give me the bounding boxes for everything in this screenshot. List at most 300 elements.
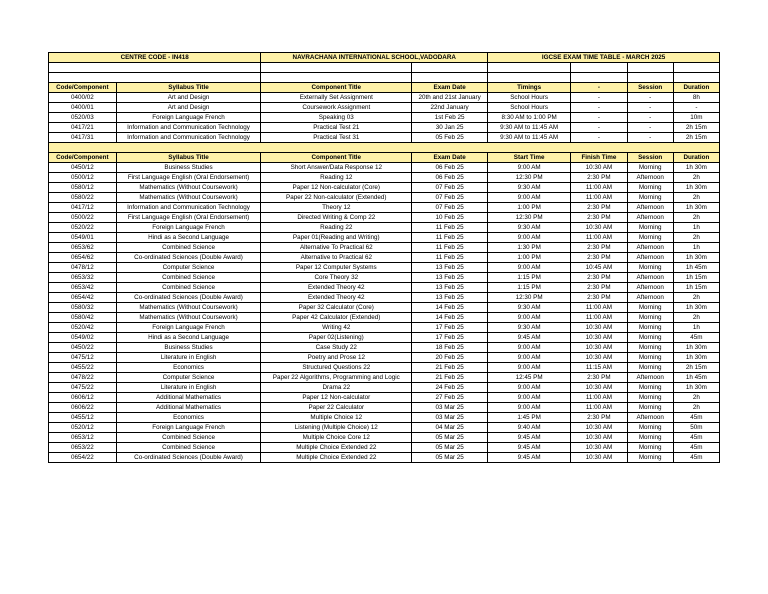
cell-duration: 2h 15m bbox=[673, 133, 719, 143]
cell-exam-date: 21 Feb 25 bbox=[412, 363, 488, 373]
table-row bbox=[49, 233, 720, 243]
cell-session: Morning bbox=[627, 383, 673, 393]
cell-finish-time: 10:30 AM bbox=[571, 333, 627, 343]
cell-code: 0580/22 bbox=[49, 193, 117, 203]
centre-code: CENTRE CODE - IN418 bbox=[49, 53, 261, 63]
cell-code: 0580/42 bbox=[49, 313, 117, 323]
cell-syllabus-title: Combined Science bbox=[116, 273, 261, 283]
cell-code: 0475/12 bbox=[49, 353, 117, 363]
cell-finish-time: 11:00 AM bbox=[571, 393, 627, 403]
cell-exam-date: 20th and 21st January bbox=[412, 93, 488, 103]
cell-syllabus-title: Foreign Language French bbox=[116, 323, 261, 333]
cell-start-time: 1:00 PM bbox=[488, 203, 571, 213]
cell-start-time: 9:00 AM bbox=[488, 383, 571, 393]
cell-component-title: Alternative To Practical 62 bbox=[261, 243, 412, 253]
cell-syllabus-title: Mathematics (Without Coursework) bbox=[116, 183, 261, 193]
column-header-syllabus-title: Syllabus Title bbox=[116, 153, 261, 163]
cell-session: Afternoon bbox=[627, 283, 673, 293]
school-name: NAVRACHANA INTERNATIONAL SCHOOL,VADODARA bbox=[261, 53, 488, 63]
cell-exam-date: 24 Feb 25 bbox=[412, 383, 488, 393]
cell-syllabus-title: Additional Mathematics bbox=[116, 393, 261, 403]
cell-session: - bbox=[627, 113, 673, 123]
cell-finish-time: - bbox=[571, 133, 627, 143]
cell-syllabus-title: Foreign Language French bbox=[116, 223, 261, 233]
cell-duration: - bbox=[673, 103, 719, 113]
cell-component-title: Paper 12 Non-calculator bbox=[261, 393, 412, 403]
cell-finish-time: 10:30 AM bbox=[571, 353, 627, 363]
cell-component-title: Paper 01(Reading and Writing) bbox=[261, 233, 412, 243]
cell-component-title: Paper 42 Calculator (Extended) bbox=[261, 313, 412, 323]
cell-exam-date: 03 Mar 25 bbox=[412, 413, 488, 423]
table-row bbox=[49, 213, 720, 223]
cell-duration: 45m bbox=[673, 453, 719, 463]
cell-session: Morning bbox=[627, 343, 673, 353]
cell-exam-date: 05 Mar 25 bbox=[412, 443, 488, 453]
table-row bbox=[49, 263, 720, 273]
cell-code: 0653/12 bbox=[49, 433, 117, 443]
table-row bbox=[49, 103, 720, 113]
cell-session: - bbox=[627, 123, 673, 133]
cell-exam-date: 17 Feb 25 bbox=[412, 333, 488, 343]
table-row bbox=[49, 363, 720, 373]
cell-exam-date: 13 Feb 25 bbox=[412, 283, 488, 293]
cell-code: 0606/12 bbox=[49, 393, 117, 403]
cell-code: 0400/02 bbox=[49, 93, 117, 103]
cell-duration: 1h bbox=[673, 223, 719, 233]
cell-exam-date: 11 Feb 25 bbox=[412, 253, 488, 263]
cell-finish-time: 10:30 AM bbox=[571, 433, 627, 443]
cell-exam-date: 11 Feb 25 bbox=[412, 233, 488, 243]
column-header-exam-date: Exam Date bbox=[412, 83, 488, 93]
cell-exam-date: 11 Feb 25 bbox=[412, 243, 488, 253]
cell-finish-time: 11:00 AM bbox=[571, 193, 627, 203]
table-row bbox=[49, 113, 720, 123]
cell-syllabus-title: First Language English (Oral Endorsement) bbox=[116, 213, 261, 223]
table-row bbox=[49, 203, 720, 213]
table-row bbox=[49, 243, 720, 253]
cell-session: Afternoon bbox=[627, 413, 673, 423]
cell-session: Morning bbox=[627, 393, 673, 403]
cell-code: 0606/22 bbox=[49, 403, 117, 413]
cell-finish-time: 10:45 AM bbox=[571, 263, 627, 273]
cell-session: Afternoon bbox=[627, 203, 673, 213]
cell-component-title: Extended Theory 42 bbox=[261, 293, 412, 303]
table-row bbox=[49, 163, 720, 173]
cell-finish-time: 2:30 PM bbox=[571, 253, 627, 263]
cell-session: Morning bbox=[627, 193, 673, 203]
cell-duration: 1h 15m bbox=[673, 273, 719, 283]
table-row bbox=[49, 253, 720, 263]
cell-component-title: Reading 12 bbox=[261, 173, 412, 183]
table-row bbox=[49, 273, 720, 283]
cell-duration: 10m bbox=[673, 113, 719, 123]
cell-session: - bbox=[627, 103, 673, 113]
cell-start-time: 9:00 AM bbox=[488, 363, 571, 373]
cell-syllabus-title: Additional Mathematics bbox=[116, 403, 261, 413]
cell-syllabus-title: Co-ordinated Sciences (Double Award) bbox=[116, 293, 261, 303]
column-header-syllabus-title: Syllabus Title bbox=[116, 83, 261, 93]
cell-code: 0500/12 bbox=[49, 173, 117, 183]
table-row bbox=[49, 133, 720, 143]
cell-start-time: 1:45 PM bbox=[488, 413, 571, 423]
cell-syllabus-title: Business Studies bbox=[116, 343, 261, 353]
cell-code: 0654/22 bbox=[49, 453, 117, 463]
cell-component-title: Practical Test 31 bbox=[261, 133, 412, 143]
cell-start-time: 9:00 AM bbox=[488, 233, 571, 243]
cell-syllabus-title: Mathematics (Without Coursework) bbox=[116, 193, 261, 203]
table-row bbox=[49, 173, 720, 183]
table2-header-row bbox=[49, 153, 720, 163]
cell-finish-time: - bbox=[571, 123, 627, 133]
cell-start-time: 12:45 PM bbox=[488, 373, 571, 383]
cell-session: Afternoon bbox=[627, 373, 673, 383]
table-row bbox=[49, 303, 720, 313]
cell-component-title: Case Study 22 bbox=[261, 343, 412, 353]
cell-session: Afternoon bbox=[627, 273, 673, 283]
cell-exam-date: 07 Feb 25 bbox=[412, 193, 488, 203]
table-row bbox=[49, 383, 720, 393]
cell-finish-time: 10:30 AM bbox=[571, 323, 627, 333]
cell-session: Afternoon bbox=[627, 213, 673, 223]
cell-session: Morning bbox=[627, 353, 673, 363]
table-row bbox=[49, 93, 720, 103]
cell-syllabus-title: Combined Science bbox=[116, 443, 261, 453]
table-row bbox=[49, 223, 720, 233]
cell-exam-date: 10 Feb 25 bbox=[412, 213, 488, 223]
cell-code: 0500/22 bbox=[49, 213, 117, 223]
cell-component-title: Paper 22 Calculator bbox=[261, 403, 412, 413]
cell-finish-time: 2:30 PM bbox=[571, 413, 627, 423]
table-row bbox=[49, 443, 720, 453]
cell-component-title: Paper 12 Computer Systems bbox=[261, 263, 412, 273]
cell-component-title: Writing 42 bbox=[261, 323, 412, 333]
cell-code: 0417/12 bbox=[49, 203, 117, 213]
cell-session: Morning bbox=[627, 333, 673, 343]
cell-duration: 1h 30m bbox=[673, 183, 719, 193]
blank-row bbox=[49, 73, 720, 83]
cell-component-title: Practical Test 21 bbox=[261, 123, 412, 133]
column-header-session: Session bbox=[627, 153, 673, 163]
cell-syllabus-title: Mathematics (Without Coursework) bbox=[116, 313, 261, 323]
cell-finish-time: 11:00 AM bbox=[571, 403, 627, 413]
cell-component-title: Extended Theory 42 bbox=[261, 283, 412, 293]
gap-cell bbox=[49, 143, 720, 153]
cell-start-time: 12:30 PM bbox=[488, 173, 571, 183]
cell-finish-time: 11:00 AM bbox=[571, 233, 627, 243]
cell-start-time: 9:45 AM bbox=[488, 433, 571, 443]
cell-syllabus-title: Computer Science bbox=[116, 263, 261, 273]
cell-code: 0450/22 bbox=[49, 343, 117, 353]
cell-exam-date: 22nd January bbox=[412, 103, 488, 113]
cell-start-time: 12:30 PM bbox=[488, 213, 571, 223]
cell-finish-time: 10:30 AM bbox=[571, 453, 627, 463]
cell-finish-time: 11:00 AM bbox=[571, 313, 627, 323]
cell-duration: 1h bbox=[673, 243, 719, 253]
cell-code: 0455/12 bbox=[49, 413, 117, 423]
cell-code: 0654/42 bbox=[49, 293, 117, 303]
cell-exam-date: 05 Feb 25 bbox=[412, 133, 488, 143]
cell-duration: 1h 30m bbox=[673, 203, 719, 213]
cell-syllabus-title: Economics bbox=[116, 363, 261, 373]
cell-code: 0653/32 bbox=[49, 273, 117, 283]
exam-title: IGCSE EXAM TIME TABLE - MARCH 2025 bbox=[488, 53, 720, 63]
cell-component-title: Drama 22 bbox=[261, 383, 412, 393]
cell-component-title: Paper 22 Algorithms, Programming and Logic bbox=[261, 373, 412, 383]
cell-exam-date: 11 Feb 25 bbox=[412, 223, 488, 233]
cell-code: 0455/22 bbox=[49, 363, 117, 373]
cell-code: 0520/12 bbox=[49, 423, 117, 433]
cell-finish-time: 10:30 AM bbox=[571, 443, 627, 453]
cell-session: Morning bbox=[627, 443, 673, 453]
blank-row bbox=[49, 63, 720, 73]
cell-finish-time: 2:30 PM bbox=[571, 273, 627, 283]
cell-session: Morning bbox=[627, 323, 673, 333]
cell-syllabus-title: Information and Communication Technology bbox=[116, 203, 261, 213]
cell-duration: 1h 15m bbox=[673, 283, 719, 293]
cell-duration: 1h 45m bbox=[673, 263, 719, 273]
cell-component-title: Paper 32 Calculator (Core) bbox=[261, 303, 412, 313]
cell-syllabus-title: First Language English (Oral Endorsement) bbox=[116, 173, 261, 183]
cell-duration: 2h bbox=[673, 213, 719, 223]
table-row bbox=[49, 393, 720, 403]
cell-start-time: 9:00 AM bbox=[488, 313, 571, 323]
cell-start-time: 9:00 AM bbox=[488, 193, 571, 203]
cell-session: Afternoon bbox=[627, 243, 673, 253]
cell-exam-date: 07 Feb 25 bbox=[412, 203, 488, 213]
cell-start-time: School Hours bbox=[488, 103, 571, 113]
table-row bbox=[49, 413, 720, 423]
cell-duration: 2h bbox=[673, 393, 719, 403]
cell-session: Morning bbox=[627, 303, 673, 313]
cell-session: Afternoon bbox=[627, 173, 673, 183]
column-header-finish-time: Finish Time bbox=[571, 153, 627, 163]
cell-component-title: Multiple Choice 12 bbox=[261, 413, 412, 423]
cell-code: 0653/22 bbox=[49, 443, 117, 453]
table-row bbox=[49, 313, 720, 323]
cell-duration: 2h 15m bbox=[673, 363, 719, 373]
cell-exam-date: 17 Feb 25 bbox=[412, 323, 488, 333]
cell-finish-time: 2:30 PM bbox=[571, 243, 627, 253]
cell-start-time: 9:00 AM bbox=[488, 163, 571, 173]
table-row bbox=[49, 343, 720, 353]
cell-component-title: Externally Set Assignment bbox=[261, 93, 412, 103]
cell-syllabus-title: Art and Design bbox=[116, 103, 261, 113]
cell-code: 0580/12 bbox=[49, 183, 117, 193]
cell-code: 0417/31 bbox=[49, 133, 117, 143]
cell-code: 0417/21 bbox=[49, 123, 117, 133]
cell-exam-date: 13 Feb 25 bbox=[412, 293, 488, 303]
cell-finish-time: 10:30 AM bbox=[571, 163, 627, 173]
cell-component-title: Multiple Choice Extended 22 bbox=[261, 443, 412, 453]
cell-start-time: 8:30 AM to 1:00 PM bbox=[488, 113, 571, 123]
cell-session: Morning bbox=[627, 233, 673, 243]
cell-duration: 45m bbox=[673, 413, 719, 423]
cell-component-title: Multiple Choice Extended 22 bbox=[261, 453, 412, 463]
cell-duration: 2h bbox=[673, 233, 719, 243]
cell-syllabus-title: Co-ordinated Sciences (Double Award) bbox=[116, 453, 261, 463]
cell-start-time: 9:45 AM bbox=[488, 443, 571, 453]
cell-component-title: Short Answer/Data Response 12 bbox=[261, 163, 412, 173]
cell-start-time: 1:00 PM bbox=[488, 253, 571, 263]
cell-exam-date: 21 Feb 25 bbox=[412, 373, 488, 383]
cell-duration: 1h 30m bbox=[673, 383, 719, 393]
cell-code: 0653/42 bbox=[49, 283, 117, 293]
table-row bbox=[49, 283, 720, 293]
cell-component-title: Theory 12 bbox=[261, 203, 412, 213]
cell-session: Morning bbox=[627, 263, 673, 273]
cell-start-time: 9:00 AM bbox=[488, 393, 571, 403]
cell-exam-date: 04 Mar 25 bbox=[412, 423, 488, 433]
cell-start-time: 1:15 PM bbox=[488, 273, 571, 283]
cell-session: Morning bbox=[627, 363, 673, 373]
title-row bbox=[49, 53, 720, 63]
cell-finish-time: - bbox=[571, 103, 627, 113]
cell-start-time: 9:00 AM bbox=[488, 403, 571, 413]
cell-session: Morning bbox=[627, 403, 673, 413]
cell-duration: 1h 30m bbox=[673, 343, 719, 353]
column-header-code: Code/Component bbox=[49, 83, 117, 93]
cell-syllabus-title: Co-ordinated Sciences (Double Award) bbox=[116, 253, 261, 263]
table-row bbox=[49, 353, 720, 363]
cell-syllabus-title: Hindi as a Second Language bbox=[116, 233, 261, 243]
cell-duration: 2h 15m bbox=[673, 123, 719, 133]
cell-finish-time: 11:00 AM bbox=[571, 303, 627, 313]
cell-exam-date: 20 Feb 25 bbox=[412, 353, 488, 363]
column-header-session: Session bbox=[627, 83, 673, 93]
cell-syllabus-title: Combined Science bbox=[116, 243, 261, 253]
cell-component-title: Listening (Multiple Choice) 12 bbox=[261, 423, 412, 433]
cell-component-title: Coursework Assignment bbox=[261, 103, 412, 113]
cell-start-time: 9:00 AM bbox=[488, 263, 571, 273]
cell-component-title: Paper 02(Listening) bbox=[261, 333, 412, 343]
table-row bbox=[49, 333, 720, 343]
cell-code: 0475/22 bbox=[49, 383, 117, 393]
cell-finish-time: 2:30 PM bbox=[571, 293, 627, 303]
cell-component-title: Core Theory 32 bbox=[261, 273, 412, 283]
cell-duration: 45m bbox=[673, 333, 719, 343]
table-row bbox=[49, 433, 720, 443]
cell-finish-time: - bbox=[571, 93, 627, 103]
cell-start-time: 9:00 AM bbox=[488, 353, 571, 363]
cell-start-time: 9:40 AM bbox=[488, 423, 571, 433]
cell-finish-time: 10:30 AM bbox=[571, 343, 627, 353]
cell-session: Afternoon bbox=[627, 253, 673, 263]
cell-finish-time: 2:30 PM bbox=[571, 203, 627, 213]
cell-session: Morning bbox=[627, 163, 673, 173]
cell-component-title: Alternative to Practical 62 bbox=[261, 253, 412, 263]
cell-code: 0549/02 bbox=[49, 333, 117, 343]
cell-session: - bbox=[627, 133, 673, 143]
cell-code: 0478/12 bbox=[49, 263, 117, 273]
cell-duration: 2h bbox=[673, 313, 719, 323]
cell-exam-date: 06 Feb 25 bbox=[412, 173, 488, 183]
column-header-component-title: Component Title bbox=[261, 153, 412, 163]
cell-exam-date: 07 Feb 25 bbox=[412, 183, 488, 193]
cell-duration: 45m bbox=[673, 443, 719, 453]
cell-syllabus-title: Combined Science bbox=[116, 433, 261, 443]
table-row bbox=[49, 373, 720, 383]
cell-start-time: 12:30 PM bbox=[488, 293, 571, 303]
cell-finish-time: 2:30 PM bbox=[571, 213, 627, 223]
cell-finish-time: 2:30 PM bbox=[571, 173, 627, 183]
cell-duration: 50m bbox=[673, 423, 719, 433]
cell-exam-date: 03 Mar 25 bbox=[412, 403, 488, 413]
column-header-start-time: Timings bbox=[488, 83, 571, 93]
cell-duration: 45m bbox=[673, 433, 719, 443]
column-header-finish-time: - bbox=[571, 83, 627, 93]
cell-syllabus-title: Information and Communication Technology bbox=[116, 123, 261, 133]
cell-session: Morning bbox=[627, 433, 673, 443]
cell-start-time: 9:30 AM bbox=[488, 183, 571, 193]
cell-exam-date: 14 Feb 25 bbox=[412, 303, 488, 313]
cell-code: 0400/01 bbox=[49, 103, 117, 113]
exam-timetable bbox=[48, 52, 720, 463]
cell-session: - bbox=[627, 93, 673, 103]
cell-syllabus-title: Hindi as a Second Language bbox=[116, 333, 261, 343]
cell-exam-date: 05 Mar 25 bbox=[412, 453, 488, 463]
table-row bbox=[49, 293, 720, 303]
cell-start-time: 9:30 AM bbox=[488, 223, 571, 233]
cell-finish-time: 2:30 PM bbox=[571, 373, 627, 383]
column-header-component-title: Component Title bbox=[261, 83, 412, 93]
column-header-duration: Duration bbox=[673, 153, 719, 163]
section-gap-row bbox=[49, 143, 720, 153]
cell-finish-time: 11:15 AM bbox=[571, 363, 627, 373]
cell-code: 0520/03 bbox=[49, 113, 117, 123]
cell-component-title: Poetry and Prose 12 bbox=[261, 353, 412, 363]
cell-exam-date: 06 Feb 25 bbox=[412, 163, 488, 173]
cell-component-title: Speaking 03 bbox=[261, 113, 412, 123]
cell-start-time: School Hours bbox=[488, 93, 571, 103]
cell-component-title: Directed Writing & Comp 22 bbox=[261, 213, 412, 223]
cell-duration: 1h 30m bbox=[673, 303, 719, 313]
cell-syllabus-title: Literature in English bbox=[116, 353, 261, 363]
cell-syllabus-title: Foreign Language French bbox=[116, 423, 261, 433]
cell-code: 0450/12 bbox=[49, 163, 117, 173]
cell-code: 0549/01 bbox=[49, 233, 117, 243]
cell-component-title: Structured Questions 22 bbox=[261, 363, 412, 373]
cell-component-title: Multiple Choice Core 12 bbox=[261, 433, 412, 443]
cell-syllabus-title: Business Studies bbox=[116, 163, 261, 173]
cell-syllabus-title: Computer Science bbox=[116, 373, 261, 383]
cell-syllabus-title: Information and Communication Technology bbox=[116, 133, 261, 143]
cell-start-time: 9:30 AM bbox=[488, 303, 571, 313]
cell-duration: 2h bbox=[673, 173, 719, 183]
cell-start-time: 1:30 PM bbox=[488, 243, 571, 253]
cell-session: Morning bbox=[627, 223, 673, 233]
cell-exam-date: 1st Feb 25 bbox=[412, 113, 488, 123]
cell-duration: 1h 30m bbox=[673, 253, 719, 263]
table-row bbox=[49, 123, 720, 133]
cell-duration: 2h bbox=[673, 193, 719, 203]
cell-exam-date: 30 Jan 25 bbox=[412, 123, 488, 133]
cell-code: 0478/22 bbox=[49, 373, 117, 383]
cell-duration: 2h bbox=[673, 403, 719, 413]
cell-session: Morning bbox=[627, 423, 673, 433]
cell-code: 0653/62 bbox=[49, 243, 117, 253]
cell-code: 0654/62 bbox=[49, 253, 117, 263]
cell-syllabus-title: Foreign Language French bbox=[116, 113, 261, 123]
cell-duration: 1h 30m bbox=[673, 353, 719, 363]
cell-start-time: 9:45 AM bbox=[488, 333, 571, 343]
column-header-start-time: Start Time bbox=[488, 153, 571, 163]
table-row bbox=[49, 453, 720, 463]
cell-duration: 1h 45m bbox=[673, 373, 719, 383]
cell-component-title: Paper 12 Non-calculator (Core) bbox=[261, 183, 412, 193]
cell-finish-time: 2:30 PM bbox=[571, 283, 627, 293]
cell-exam-date: 18 Feb 25 bbox=[412, 343, 488, 353]
cell-session: Morning bbox=[627, 183, 673, 193]
